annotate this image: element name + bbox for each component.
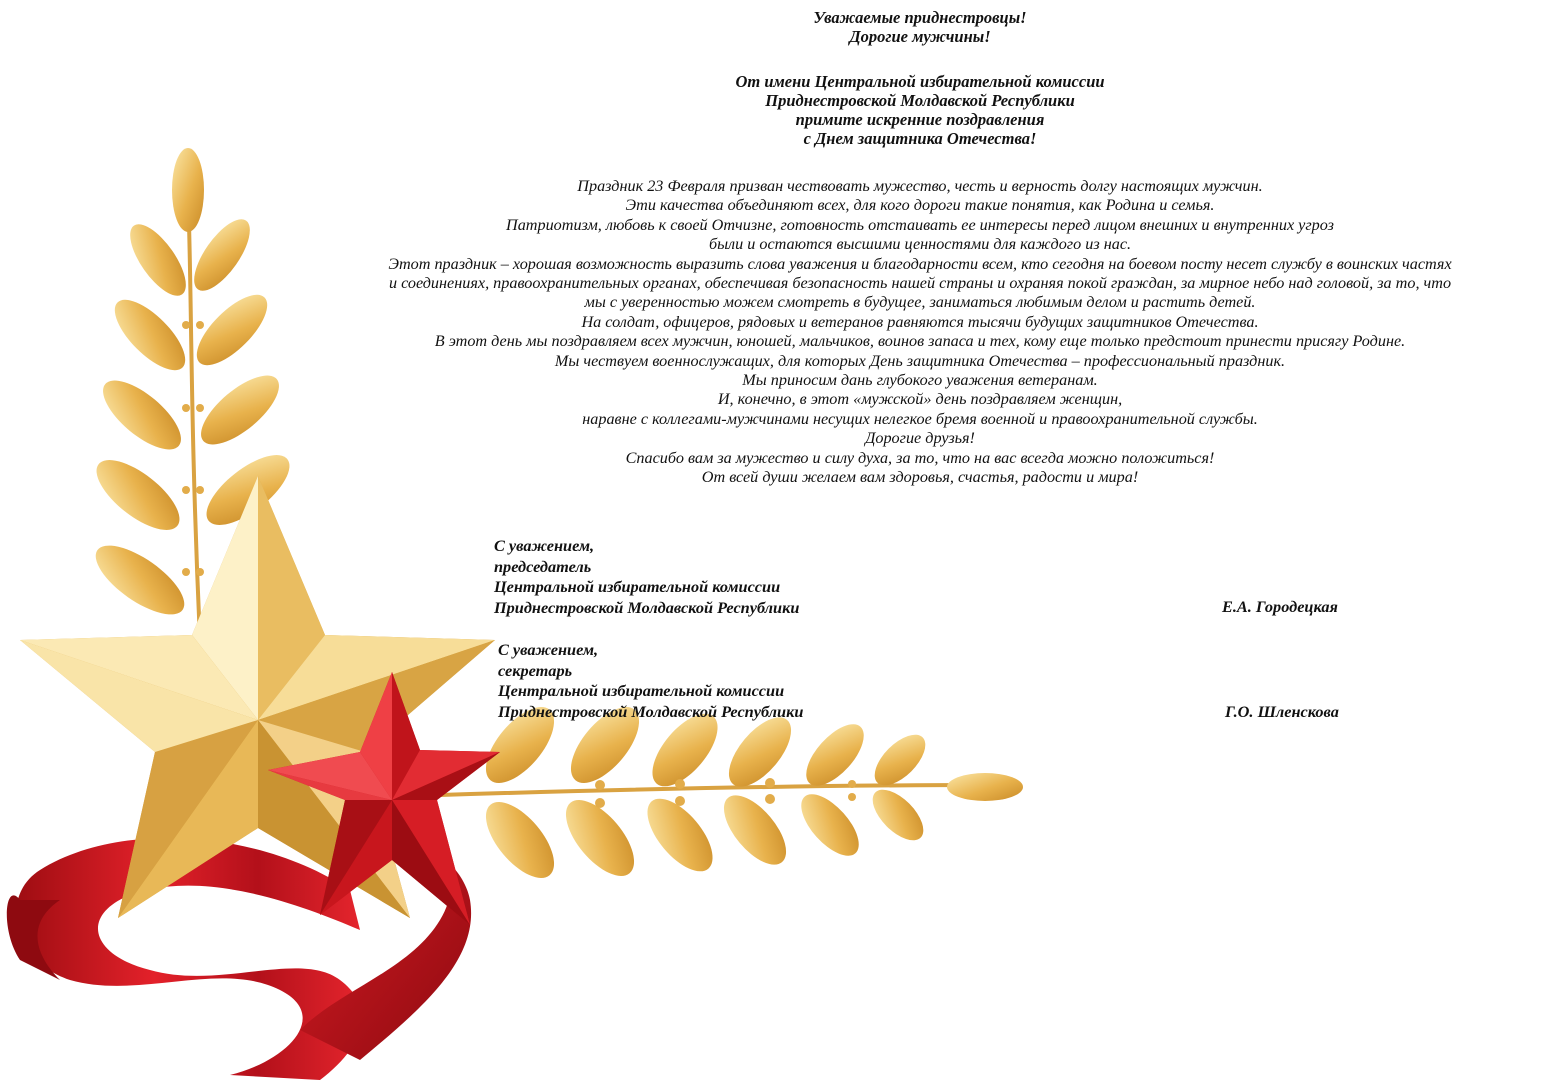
body-line: и соединениях, правоохранительных органах, обеспечивая безопасность нашей страны и охраняя покой граждан, за мирное небо над головой, за то, что	[388, 274, 1452, 293]
greeting-line: Дорогие мужчины!	[849, 27, 991, 46]
signature-line: Центральной избирательной комиссии	[494, 577, 781, 596]
body-line: Спасибо вам за мужество и силу духа, за то, что на вас всегда можно положиться!	[625, 448, 1215, 467]
signature-line: С уважением,	[494, 536, 595, 555]
intro-line: с Днем защитника Отечества!	[803, 129, 1037, 148]
body-paragraph	[306, 177, 1534, 488]
horizontal-laurel-branch-icon	[440, 696, 1023, 890]
greeting-heading	[600, 8, 1240, 46]
body-line: были и остаются высшими ценностями для каждого из нас.	[708, 235, 1132, 254]
red-ribbon-icon	[7, 838, 471, 1080]
signature-line: Приднестровской Молдавской Республики	[498, 701, 804, 721]
intro-heading	[600, 72, 1240, 148]
signature-line: председатель	[494, 556, 592, 576]
signature-line: С уважением,	[498, 640, 599, 659]
body-line: Праздник 23 Февраля призван чествовать мужество, честь и верность долгу настоящих мужчин.	[577, 177, 1263, 195]
intro-line: От имени Центральной избирательной комиссии	[735, 72, 1105, 91]
body-line: На солдат, офицеров, рядовых и ветеранов равняются тысячи будущих защитников Отечества.	[581, 312, 1259, 331]
intro-line: Приднестровской Молдавской Республики	[765, 91, 1075, 110]
body-line: Патриотизм, любовь к своей Отчизне, готовность отстаивать ее интересы перед лицом внешних и внутренних угроз	[506, 215, 1334, 234]
body-line: Эти качества объединяют всех, для кого дороги такие понятия, как Родина и семья.	[625, 196, 1215, 215]
signature-line: секретарь	[498, 660, 573, 680]
signature-line: Центральной избирательной комиссии	[498, 681, 785, 700]
body-line: И, конечно, в этот «мужской» день поздравляем женщин,	[717, 390, 1123, 409]
signature-line: Приднестровской Молдавской Республики	[494, 597, 800, 617]
body-line: В этот день мы поздравляем всех мужчин, юношей, мальчиков, воинов запаса и тех, кому еще только предстоит принести присягу Родине.	[434, 332, 1406, 351]
body-line: От всей души желаем вам здоровья, счастья, радости и мира!	[701, 468, 1139, 487]
body-line: наравне с коллегами-мужчинами несущих нелегкое бремя военной и правоохранительной службы.	[582, 409, 1258, 428]
signature-secretary	[498, 640, 803, 722]
intro-line: примите искренние поздравления	[795, 110, 1045, 129]
signature-chair	[494, 536, 799, 618]
signature-chair-name: Е.А. Городецкая	[1222, 597, 1338, 616]
signature-secretary-name: Г.О. Шленскова	[1225, 702, 1339, 721]
greeting-line: Уважаемые приднестровцы!	[813, 8, 1027, 27]
body-line: Мы чествуем военнослужащих, для которых День защитника Отечества – профессиональный праздник.	[554, 351, 1286, 370]
body-line: Мы приносим дань глубокого уважения ветеранам.	[742, 371, 1098, 390]
body-line: Этот праздник – хорошая возможность выразить слова уважения и благодарности всем, кто сегодня на боевом посту несет службу в воинских частях	[388, 254, 1452, 273]
body-line: Дорогие друзья!	[865, 429, 975, 448]
body-line: мы с уверенностью можем смотреть в будущее, заниматься любимым делом и растить детей.	[584, 293, 1256, 312]
